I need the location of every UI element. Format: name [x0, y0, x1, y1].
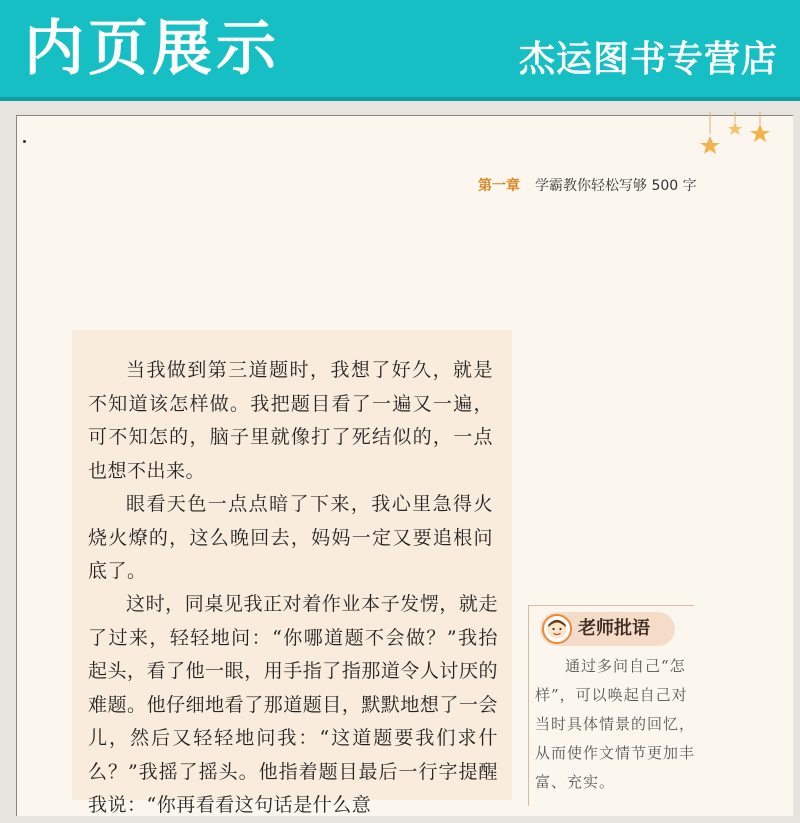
top-banner	[0, 0, 800, 101]
shop-name: 杰运图书专营店	[518, 39, 778, 80]
teacher-note-body: 通过多问自己“怎样”，可以唤起自己对当时具体情景的回忆，从而使作文情节更加丰富、充实。	[535, 657, 696, 791]
chapter-label: 第一章	[478, 178, 520, 194]
chapter-title: 学霸教你轻松写够 500 字	[535, 178, 697, 194]
page-dot	[23, 140, 26, 143]
star-decoration	[690, 112, 780, 172]
paragraph-2: 眼看天色一点点暗了下来，我心里急得火烧火燎的，这么晚回去，妈妈一定又要追根问底了。	[88, 493, 493, 582]
paragraph-3: 这时，同桌见我正对着作业本子发愣，就走了过来，轻轻地问：“你哪道题不会做？”我抬起头，看了他一眼，用手指了指那道令人讨厌的难题。他仔细地看了那道题目，默默地想了一会儿，然后又轻轻地问我：“这道题要我们求什么？”我摇了摇头。他指着题目最后一行字提醒我说：“你再看看这句话是什么意	[88, 593, 498, 816]
teacher-avatar-icon	[542, 614, 572, 644]
paragraph-1: 当我做到第三道题时，我想了好久，就是不知道该怎样做。我把题目看了一遍又一遍，可不知怎的，脑子里就像打了死结似的，一点也想不出来。	[88, 359, 493, 482]
teacher-note-title: 老师批语	[578, 618, 650, 639]
banner-title: 内页展示	[24, 14, 280, 84]
